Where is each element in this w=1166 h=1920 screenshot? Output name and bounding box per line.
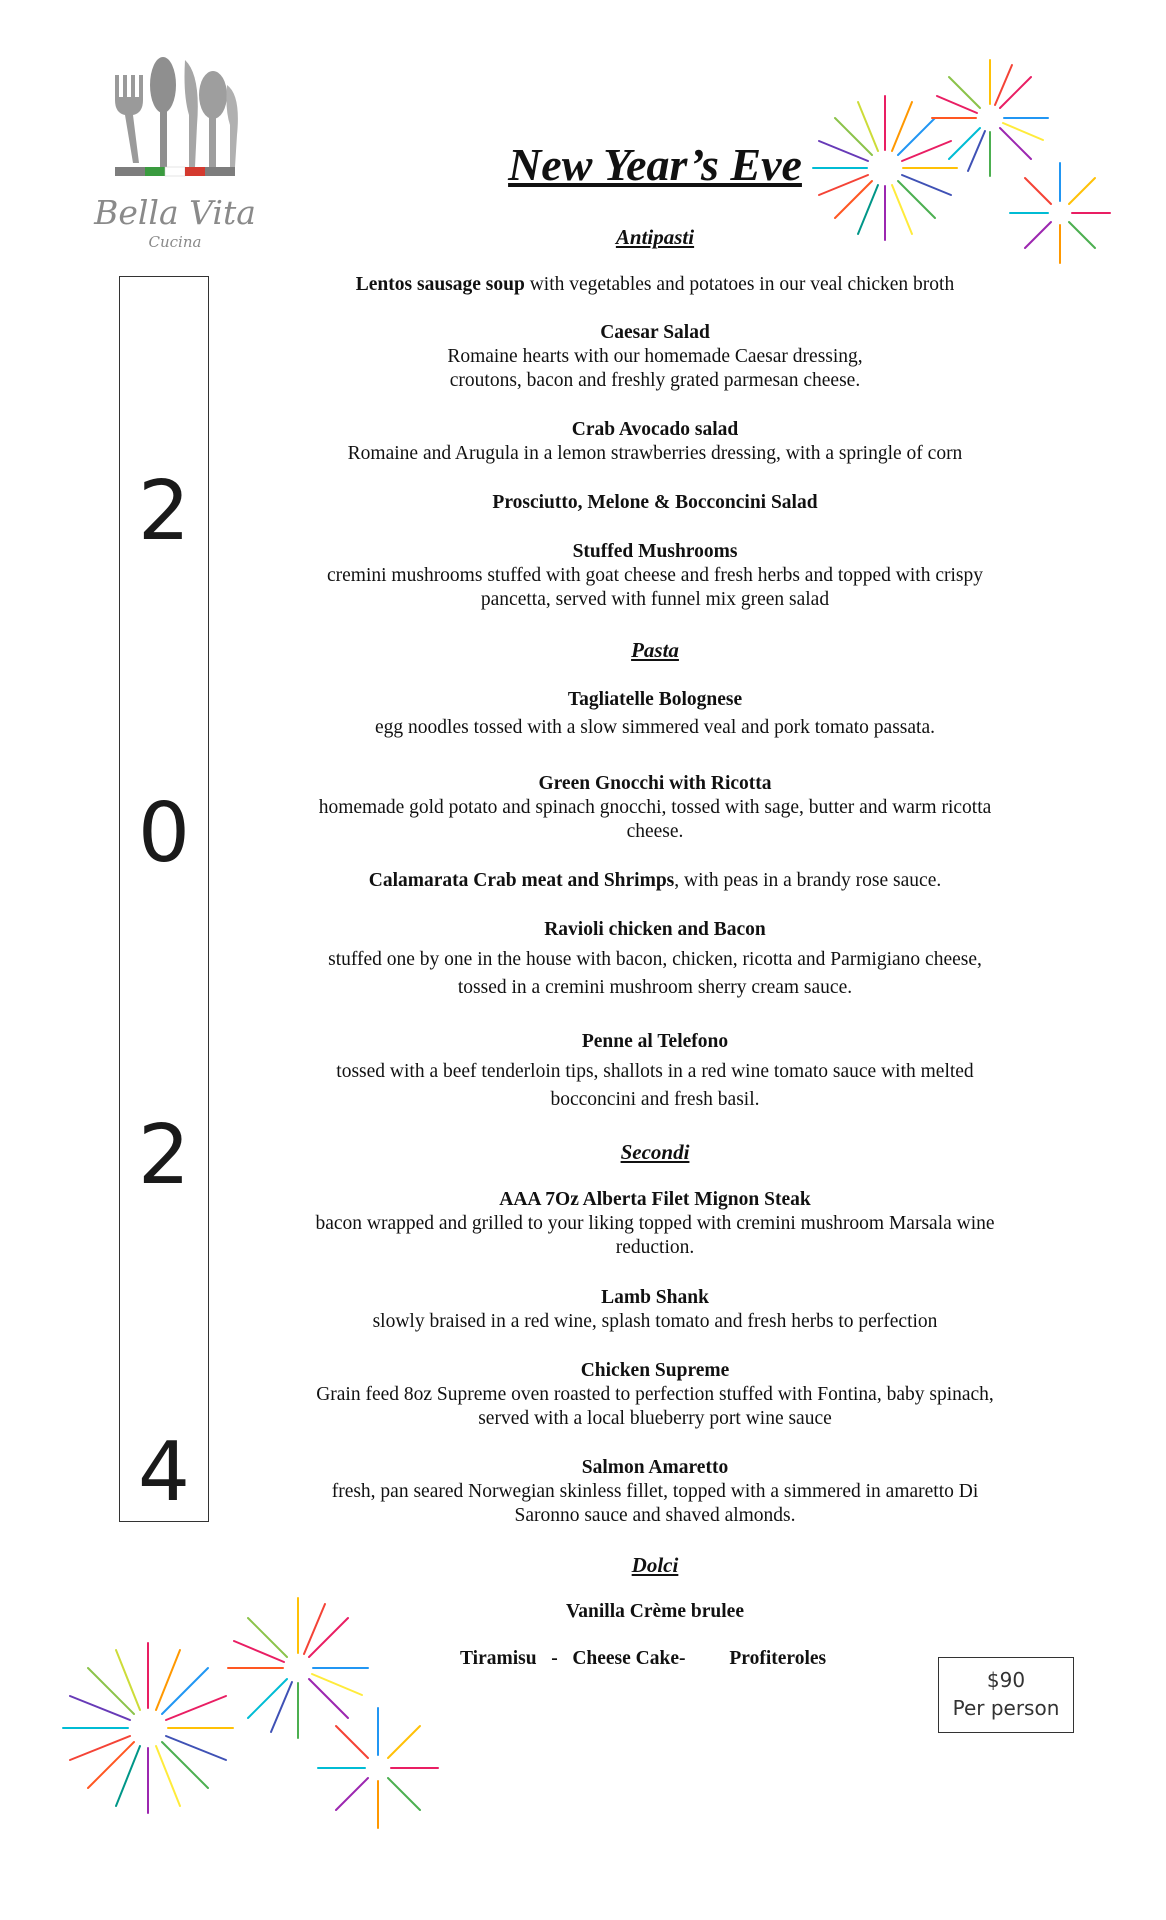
restaurant-logo — [80, 55, 270, 255]
item-name: Prosciutto, Melone & Bocconcini Salad — [492, 492, 818, 513]
item-name: Crab Avocado salad — [571, 419, 739, 440]
menu-item — [280, 418, 1030, 466]
menu-item — [280, 772, 1030, 844]
item-desc: reduction. — [615, 1237, 695, 1258]
menu-item-desc — [280, 716, 1030, 740]
item-desc: Saronno sauce and shaved almonds. — [514, 1505, 796, 1526]
item-desc: cremini mushrooms stuffed with goat cheese and fresh herbs and topped with crispy — [327, 565, 983, 586]
section-heading-secondi: Secondi — [620, 1140, 690, 1164]
item-desc: tossed in a cremini mushroom sherry cream sauce. — [457, 977, 853, 998]
brand-tagline: Cucina — [148, 233, 202, 251]
menu-item — [280, 273, 1030, 297]
item-desc: Romaine hearts with our homemade Caesar dressing, — [447, 346, 863, 367]
menu-item: Tiramisu - Cheese Cake- Profiteroles — [460, 1648, 827, 1669]
item-name: AAA 7Oz Alberta Filet Mignon Steak — [499, 1189, 811, 1210]
year-digit: 2 — [137, 1108, 191, 1203]
item-desc: pancetta, served with funnel mix green salad — [480, 589, 830, 610]
menu-item — [280, 918, 1030, 942]
item-name: Caesar Salad — [600, 322, 710, 343]
section-heading-antipasti: Antipasti — [615, 225, 695, 249]
menu-item-desc — [280, 1058, 1030, 1114]
brand-name: Bella Vita — [94, 193, 256, 232]
year-digit: 2 — [137, 464, 191, 559]
item-desc: slowly braised in a red wine, splash tomato and fresh herbs to perfection — [372, 1311, 938, 1332]
item-desc: fresh, pan seared Norwegian skinless fillet, topped with a simmered in amaretto Di — [331, 1481, 979, 1502]
menu-item-desc — [280, 946, 1030, 1002]
item-name: Green Gnocchi with Ricotta — [538, 773, 772, 794]
menu-item — [280, 321, 1030, 393]
year-box — [119, 276, 209, 1522]
item-desc: with vegetables and potatoes in our veal chicken broth — [524, 274, 955, 295]
menu-item — [280, 491, 1030, 515]
cutlery-icon — [105, 55, 245, 190]
item-desc: , with peas in a brandy rose sauce. — [674, 870, 942, 891]
price-box — [938, 1657, 1074, 1733]
item-name: Calamarata Crab meat and Shrimps — [368, 870, 675, 891]
menu-item — [280, 540, 1030, 612]
menu-item — [280, 1286, 1030, 1334]
item-desc: homemade gold potato and spinach gnocchi, tossed with sage, butter and warm ricotta — [318, 797, 992, 818]
section-heading-pasta: Pasta — [631, 638, 679, 662]
price-amount: $90 — [986, 1668, 1026, 1692]
menu-item — [280, 688, 1030, 712]
item-desc: stuffed one by one in the house with bacon, chicken, ricotta and Parmigiano cheese, — [328, 949, 982, 970]
menu-item — [280, 1456, 1030, 1528]
year-digit: 0 — [137, 786, 191, 881]
item-desc: cheese. — [626, 821, 684, 842]
menu-item — [280, 1188, 1030, 1260]
menu-item — [280, 1030, 1030, 1054]
item-name: Tagliatelle Bolognese — [567, 689, 743, 710]
item-desc: Romaine and Arugula in a lemon strawberries dressing, with a springle of corn — [347, 443, 963, 464]
menu-item — [280, 869, 1030, 893]
item-name: Ravioli chicken and Bacon — [544, 919, 766, 940]
item-name: Penne al Telefono — [581, 1031, 729, 1052]
item-name: Salmon Amaretto — [581, 1457, 729, 1478]
item-name: Chicken Supreme — [580, 1360, 730, 1381]
menu-item: Vanilla Crème brulee — [565, 1601, 744, 1622]
item-desc: tossed with a beef tenderloin tips, shallots in a red wine tomato sauce with melted — [336, 1061, 974, 1082]
item-desc: egg noodles tossed with a slow simmered veal and pork tomato passata. — [375, 717, 935, 738]
menu-title: New Year’s Eve — [508, 139, 802, 190]
item-desc: Grain feed 8oz Supreme oven roasted to perfection stuffed with Fontina, baby spinach, — [316, 1384, 994, 1405]
item-name: Lamb Shank — [601, 1287, 709, 1308]
item-name: Stuffed Mushrooms — [572, 541, 738, 562]
year-digit: 4 — [137, 1425, 191, 1520]
section-heading-dolci: Dolci — [631, 1553, 679, 1577]
item-desc: bocconcini and fresh basil. — [550, 1089, 760, 1110]
item-desc: croutons, bacon and freshly grated parmesan cheese. — [449, 370, 861, 391]
price-label: Per person — [952, 1696, 1060, 1720]
item-desc: served with a local blueberry port wine sauce — [478, 1408, 832, 1429]
item-desc: bacon wrapped and grilled to your liking topped with cremini mushroom Marsala wine — [315, 1213, 995, 1234]
menu-item — [280, 1359, 1030, 1431]
item-name: Lentos sausage soup — [355, 274, 525, 295]
